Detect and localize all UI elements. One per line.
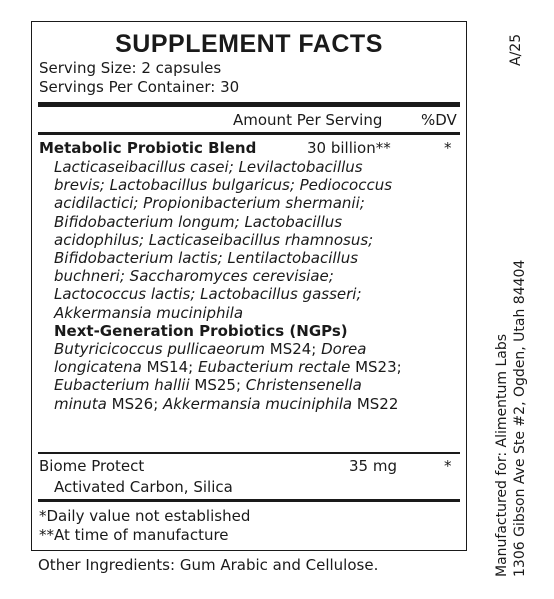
- ngp-line: [54, 358, 464, 376]
- strain-name: Butyricicoccus pullicaeorum: [54, 340, 265, 359]
- strain-code: MS25;: [189, 376, 246, 395]
- biome-ingredients: Activated Carbon, Silica: [54, 478, 233, 496]
- strain-line: Bifidobacterium lactis; Lentilactobacillus: [54, 249, 359, 268]
- biome-dv: *: [444, 457, 452, 475]
- strain-code: MS24;: [264, 340, 322, 359]
- ngp-heading: Next-Generation Probiotics (NGPs): [54, 321, 348, 340]
- footnote-manufacture: **At time of manufacture: [39, 526, 229, 544]
- thick-divider: [38, 102, 460, 107]
- strain-code: MS22: [352, 394, 399, 413]
- strain-name: Eubacterium hallii: [54, 376, 190, 395]
- dv-header: %DV: [421, 111, 457, 129]
- strain-line: Akkermansia muciniphila: [54, 303, 244, 322]
- medium-divider: [38, 132, 460, 135]
- strain-name: Eubacterium rectale: [197, 358, 351, 377]
- strain-name: Akkermansia muciniphila: [163, 394, 353, 413]
- blend-ingredients: [54, 158, 464, 413]
- strain-list: [54, 158, 464, 322]
- strain-line: Lactococcus lactis; Lactobacillus gasseri;: [54, 285, 362, 304]
- strain-code: MS26;: [106, 394, 164, 413]
- ngp-line: [54, 395, 464, 413]
- strain-name: Dorea: [321, 340, 367, 359]
- biome-name: Biome Protect: [39, 457, 145, 475]
- manufacturer-line-2: 1306 Gibson Ave Ste #2, Ogden, Utah 84404: [512, 259, 528, 577]
- supplement-facts-panel: [31, 21, 467, 551]
- bottom-divider: [38, 499, 460, 502]
- strain-name: longicatena: [54, 358, 142, 377]
- strain-line: buchneri; Saccharomyces cerevisiae;: [54, 267, 334, 286]
- strain-name: minuta: [54, 394, 107, 413]
- strain-code: MS14;: [141, 358, 198, 377]
- amount-per-serving-header: Amount Per Serving: [233, 111, 383, 129]
- ngp-list: [54, 340, 464, 413]
- other-ingredients: Other Ingredients: Gum Arabic and Cellulose.: [38, 556, 379, 574]
- strain-line: Lacticaseibacillus casei; Levilactobacillus: [54, 158, 363, 176]
- strain-line: brevis; Lactobacillus bulgaricus; Pediococcus: [54, 176, 393, 195]
- strain-line: acidophilus; Lacticaseibacillus rhamnosus;: [54, 230, 374, 249]
- blend-amount: 30 billion**: [307, 139, 391, 157]
- blend-name: Metabolic Probiotic Blend: [39, 139, 257, 157]
- serving-size: Serving Size: 2 capsules: [39, 59, 222, 77]
- strain-code: MS23;: [350, 358, 402, 377]
- thin-divider: [38, 452, 460, 454]
- ngp-line: [54, 376, 464, 394]
- strain-name: Christensenella: [245, 376, 362, 395]
- strain-line: acidilactici; Propionibacterium shermanii;: [54, 194, 365, 213]
- biome-amount: 35 mg: [349, 457, 397, 475]
- blend-dv: *: [444, 139, 452, 157]
- panel-title: SUPPLEMENT FACTS: [115, 30, 383, 58]
- ngp-line: [54, 340, 464, 358]
- manufacturer-line-1: Manufactured for: Alimentum Labs: [494, 333, 510, 577]
- footnote-daily-value: *Daily value not established: [39, 507, 251, 525]
- lot-code: A/25: [508, 33, 524, 66]
- strain-line: Bifidobacterium longum; Lactobacillus: [54, 212, 343, 231]
- servings-per-container: Servings Per Container: 30: [39, 78, 240, 96]
